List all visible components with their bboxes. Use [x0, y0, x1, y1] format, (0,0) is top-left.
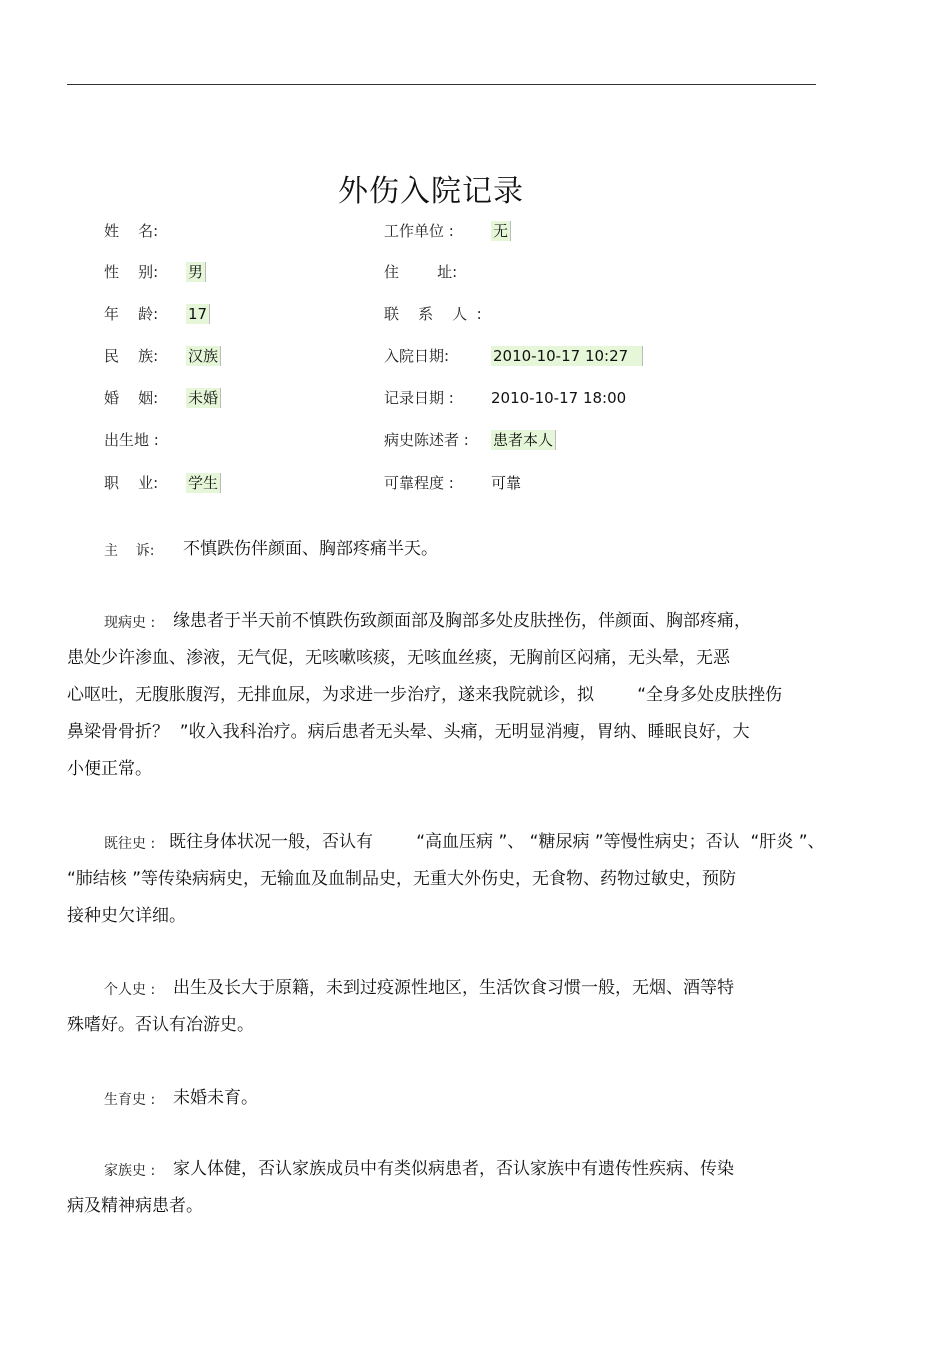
present-illness-line: 鼻梁骨骨折？ ”收入我科治疗。病后患者无头晕、头痛，无明显消瘦，胃纳、睡眠良好，大 — [67, 722, 750, 742]
occupation-value: 学生 — [186, 473, 221, 493]
gender-value: 男 — [186, 262, 206, 282]
marital-label: 婚 姻: — [104, 389, 159, 407]
family-history-label: 家族史 : — [104, 1163, 156, 1179]
occupation-label: 职 业: — [104, 474, 159, 492]
fertility-history-label: 生育史 : — [104, 1092, 156, 1108]
reliability-label: 可靠程度 : — [384, 474, 454, 492]
work-unit-value: 无 — [491, 221, 511, 241]
present-illness-line: 患处少许渗血、渗液，无气促，无咳嗽咳痰，无咳血丝痰，无胸前区闷痛，无头晕，无恶 — [67, 648, 730, 668]
family-history-line: 病及精神病患者。 — [67, 1196, 203, 1216]
past-history-line: 接种史欠详细。 — [67, 906, 186, 926]
document-title: 外伤入院记录 — [338, 174, 524, 209]
ethnic-value: 汉族 — [186, 346, 221, 366]
header-rule — [67, 84, 816, 85]
name-label: 姓 名: — [104, 222, 159, 240]
work-unit-label: 工作单位 : — [384, 222, 454, 240]
past-history-label: 既往史 : — [104, 836, 156, 852]
present-illness-line: 心呕吐，无腹胀腹泻，无排血尿，为求进一步治疗，遂来我院就诊，拟 “全身多处皮肤挫伤 — [67, 685, 783, 705]
age-label: 年 龄: — [104, 305, 159, 323]
ethnic-label: 民 族: — [104, 347, 159, 365]
personal-history-line: 出生及长大于原籍，未到过疫源性地区，生活饮食习惯一般，无烟、酒等特 — [173, 978, 734, 998]
birthplace-label: 出生地 : — [104, 431, 159, 449]
gender-label: 性 别: — [104, 263, 159, 281]
past-history-line: 既往身体状况一般，否认有 “高血压病 ”、 “糖尿病 ”等慢性病史；否认 “肝炎 ”、 — [169, 832, 825, 852]
marital-value: 未婚 — [186, 388, 221, 408]
fertility-history-text: 未婚未育。 — [173, 1088, 258, 1108]
narrator-value: 患者本人 — [491, 430, 556, 450]
present-illness-label: 现病史 : — [104, 615, 156, 631]
admit-date-value: 2010-10-17 10:27 — [491, 346, 643, 366]
contact-label: 联 系 人 : — [384, 305, 482, 323]
record-date-label: 记录日期 : — [384, 389, 454, 407]
age-value: 17 — [186, 304, 210, 324]
chief-complaint-text: 不慎跌伤伴颜面、胸部疼痛半天。 — [183, 539, 438, 559]
admit-date-label: 入院日期: — [384, 347, 450, 365]
family-history-line: 家人体健，否认家族成员中有类似病患者，否认家族中有遗传性疾病、传染 — [173, 1159, 734, 1179]
address-label: 住 址: — [384, 263, 458, 281]
personal-history-line: 殊嗜好。否认有冶游史。 — [67, 1015, 254, 1035]
past-history-line: “肺结核 ”等传染病病史，无输血及血制品史，无重大外伤史，无食物、药物过敏史，预防 — [67, 869, 737, 889]
present-illness-line: 缘患者于半天前不慎跌伤致颜面部及胸部多处皮肤挫伤，伴颜面、胸部疼痛， — [173, 611, 751, 631]
narrator-label: 病史陈述者 : — [384, 431, 469, 449]
reliability-value: 可靠 — [491, 474, 522, 492]
personal-history-label: 个人史 : — [104, 982, 156, 998]
chief-complaint-label: 主 诉: — [104, 543, 155, 559]
record-date-value: 2010-10-17 18:00 — [491, 389, 627, 407]
present-illness-line: 小便正常。 — [67, 759, 152, 779]
